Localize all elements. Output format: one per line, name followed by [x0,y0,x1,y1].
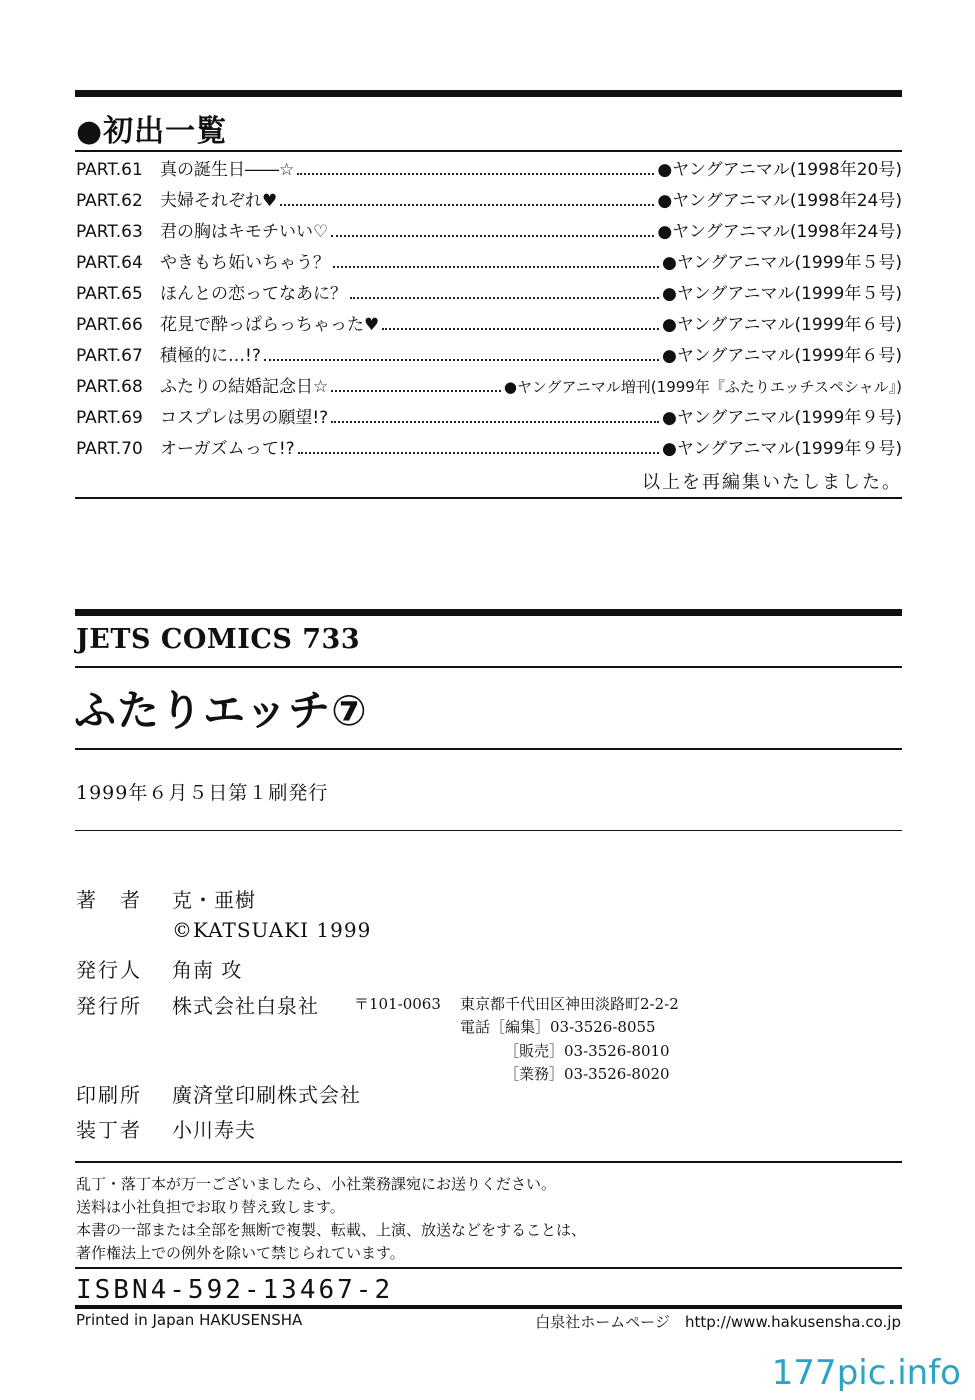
toc-part: PART.61 [76,160,143,180]
notice-line: 乱丁・落丁本が万一ございましたら、小社業務課宛にお送りください。 [76,1175,557,1193]
postal-code: 〒101-0063 [354,995,441,1013]
toc-source: ●ヤングアニマル(1999年６号) [661,315,902,335]
toc-leader-dots [382,328,659,330]
toc-source: ●ヤングアニマル(1998年24号) [657,222,902,242]
toc-source: ●ヤングアニマル増刊(1999年『ふたりエッチスペシャル』) [503,378,902,396]
notice-line: 送料は小社負担でお取り替え致します。 [76,1198,345,1216]
publisher-homepage: 白泉社ホームページ http://www.hakusensha.co.jp [535,1313,901,1331]
toc-entry [76,186,902,217]
toc-bottom-rule [75,497,902,499]
toc-leader-dots [298,452,659,454]
toc-note: 以上を再編集いたしました。 [642,472,902,493]
toc-leader-dots [264,359,659,361]
author-label: 著 者 [76,888,142,912]
publisher-label: 発行所 [76,994,142,1018]
toc-leader-dots [280,204,654,206]
toc-source: ●ヤングアニマル(1999年５号) [661,253,902,273]
toc-part: PART.66 [76,315,143,335]
isbn-rule [75,1305,902,1309]
toc-entry [76,155,902,186]
toc-entry [76,372,902,403]
notice-top-rule [75,1161,902,1163]
printer-label: 印刷所 [76,1083,142,1107]
toc-title: 花見で酔っぱらっちゃった♥ [160,315,380,335]
phone-sales: ［販売］03-3526-8010 [504,1042,670,1060]
toc-entry [76,403,902,434]
watermark: 177pic.info [771,1353,961,1393]
book-title: ふたりエッチ⑦ [74,686,368,735]
toc-title: オーガズムって!? [160,439,295,459]
phone-editorial: 電話［編集］03-3526-8055 [460,1018,656,1036]
notice-line: 本書の一部または全部を無断で複製、転載、上演、放送などをすることは、 [76,1221,587,1239]
toc-title: 積極的に…!? [160,346,261,366]
notice-bottom-rule [75,1267,902,1269]
toc-source: ●ヤングアニマル(1999年６号) [661,346,902,366]
toc-part: PART.68 [76,377,143,397]
title-rule [75,748,902,750]
date-rule [75,830,902,831]
toc-leader-dots [331,390,501,392]
toc-title: ほんとの恋ってなあに？ [160,284,347,304]
toc-source: ●ヤングアニマル(1999年５号) [661,284,902,304]
publisher-name: 株式会社白泉社 [172,994,319,1018]
toc-entry [76,434,902,465]
designer-name: 小川寿夫 [172,1118,256,1142]
designer-label: 装丁者 [76,1118,142,1142]
toc-part: PART.69 [76,408,143,428]
copyright-notice: ©KATSUAKI 1999 [172,918,372,942]
toc-part: PART.64 [76,253,143,273]
series-name: JETS COMICS 733 [76,624,361,655]
toc-entry [76,341,902,372]
toc-source: ●ヤングアニマル(1999年９号) [661,439,902,459]
legal-notice [76,1173,586,1265]
toc-leader-dots [350,297,659,299]
colophon-top-rule [75,609,902,616]
publisher-person-label: 発行人 [76,958,142,982]
toc-title: 真の誕生日――☆ [160,160,295,180]
toc-title: コスプレは男の願望!? [160,408,329,428]
toc-source: ●ヤングアニマル(1999年９号) [661,408,902,428]
toc-title: ふたりの結婚記念日☆ [160,377,329,397]
toc-entry [76,248,902,279]
series-rule [75,666,902,668]
toc-source: ●ヤングアニマル(1998年24号) [657,191,902,211]
publication-date: 1999年６月５日第１刷発行 [76,782,329,804]
toc-list [76,155,902,465]
printer-name: 廣済堂印刷株式会社 [172,1083,361,1107]
toc-leader-dots [331,235,654,237]
toc-title: 君の胸はキモチいい♡ [160,222,329,242]
toc-source: ●ヤングアニマル(1998年20号) [657,160,902,180]
toc-entry [76,279,902,310]
toc-heading: ●初出一覧 [76,114,228,149]
author-name: 克・亜樹 [172,888,256,912]
toc-part: PART.70 [76,439,143,459]
phone-business: ［業務］03-3526-8020 [504,1065,670,1083]
toc-leader-dots [331,421,659,423]
toc-title: やきもち妬いちゃう？ [160,253,330,273]
publisher-address: 東京都千代田区神田淡路町2-2-2 [460,995,679,1013]
toc-leader-dots [297,173,654,175]
toc-entry [76,310,902,341]
toc-part: PART.67 [76,346,143,366]
toc-part: PART.62 [76,191,143,211]
top-rule [75,90,902,97]
toc-leader-dots [333,266,659,268]
isbn: ISBN4-592-13467-2 [76,1275,394,1305]
toc-part: PART.63 [76,222,143,242]
printed-in: Printed in Japan HAKUSENSHA [76,1311,303,1329]
notice-line: 著作権法上での例外を除いて禁じられています。 [76,1244,405,1262]
toc-entry [76,217,902,248]
toc-part: PART.65 [76,284,143,304]
heading-rule [75,150,902,152]
toc-title: 夫婦それぞれ♥ [160,191,278,211]
publisher-person: 角南 攻 [172,958,243,982]
